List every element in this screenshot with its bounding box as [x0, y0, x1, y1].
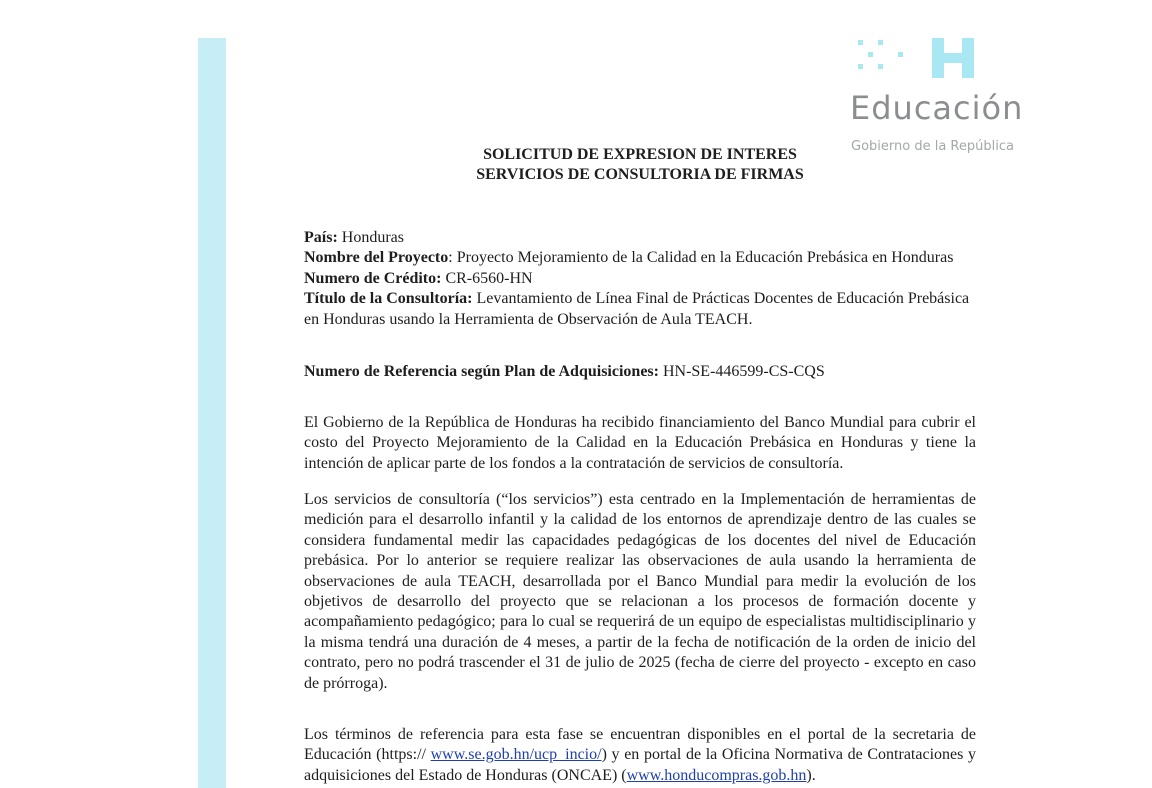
- meta-credit-label: Numero de Crédito:: [304, 269, 442, 287]
- meta-project: [304, 248, 976, 268]
- meta-consultancy-title-value: Levantamiento de Línea Final de Prácticas Docentes de Educación Prebásica en Honduras usando la Herramienta de Observación de Aula TEACH.: [304, 290, 970, 328]
- project-meta-block: [304, 228, 976, 330]
- logo-wordmark: Educación: [850, 89, 1024, 127]
- meta-project-label: Nombre del Proyecto: [304, 249, 449, 267]
- document-title-line1: SOLICITUD DE EXPRESION DE INTERES: [483, 146, 797, 163]
- terms-text-a: Los términos de referencia para esta fase se encuentran disponibles en el portal de la secretaria de Educación (https://: [304, 726, 976, 764]
- link-honducompras[interactable]: www.honducompras.gob.hn: [626, 766, 807, 784]
- paragraph-financing: El Gobierno de la República de Honduras ha recibido financiamiento del Banco Mundial para cubrir el costo del Proyecto Mejoramiento de la Calidad en la Educación Prebásica en Honduras y tiene la intención de aplicar parte de los fondos a la contratación de servicios de consultoría.: [304, 414, 976, 472]
- terms-text-c: ).: [806, 766, 816, 784]
- meta-consultancy-title: [304, 289, 976, 330]
- meta-country-value: Honduras: [337, 229, 404, 246]
- meta-country: [304, 228, 976, 248]
- meta-country-label: País:: [304, 229, 338, 246]
- reference-value: HN-SE-446599-CS-CQS: [658, 363, 825, 380]
- reference-number: [304, 362, 976, 382]
- honduras-h-stars-icon: [850, 36, 980, 80]
- meta-consultancy-title-label: Título de la Consultoría:: [304, 290, 473, 308]
- link-se-gob-hn[interactable]: www.se.gob.hn/ucp_incio/: [430, 746, 602, 764]
- meta-credit-value: CR-6560-HN: [441, 269, 533, 287]
- logo-subtitle: Gobierno de la República: [851, 139, 1014, 154]
- paragraph-terms: [304, 725, 976, 786]
- meta-credit: [304, 269, 976, 289]
- document-title-line2: SERVICIOS DE CONSULTORIA DE FIRMAS: [476, 166, 804, 183]
- paragraph-services: Los servicios de consultoría (“los servicios”) esta centrado en la Implementación de herramientas de medición para el desarrollo infantil y la calidad de los entornos de aprendizaje dentro de las cuales se considera fundamental medir las capacidades pedagógicas de los docentes del nivel de Educación prebásica. Por lo anterior se requiere realizar las observaciones de aula usando la herramienta de observaciones de aula TEACH, desarrollada por el Banco Mundial para medir la evolución de los objetivos de desarrollo del proyecto que se relacionan a los procesos de formación docente y acompañamiento pedagógico; para lo cual se requerirá de un equipo de especialistas multidisciplinario y la misma tendrá una duración de 4 meses, a partir de la fecha de notificación de la orden de inicio del contrato, pero no podrá trascender el 31 de julio de 2025 (fecha de cierre del proyecto - excepto en caso de prórroga).: [304, 491, 976, 692]
- reference-label: Numero de Referencia según Plan de Adquisiciones:: [304, 363, 659, 380]
- terms-text-b: ) y en portal de la Oficina Normativa de Contrataciones y adquisiciones del Estado de Honduras (ONCAE) (: [304, 746, 976, 784]
- meta-project-value: : Proyecto Mejoramiento de la Calidad en la Educación Prebásica en Honduras: [448, 249, 954, 267]
- page-side-bar: [198, 38, 226, 788]
